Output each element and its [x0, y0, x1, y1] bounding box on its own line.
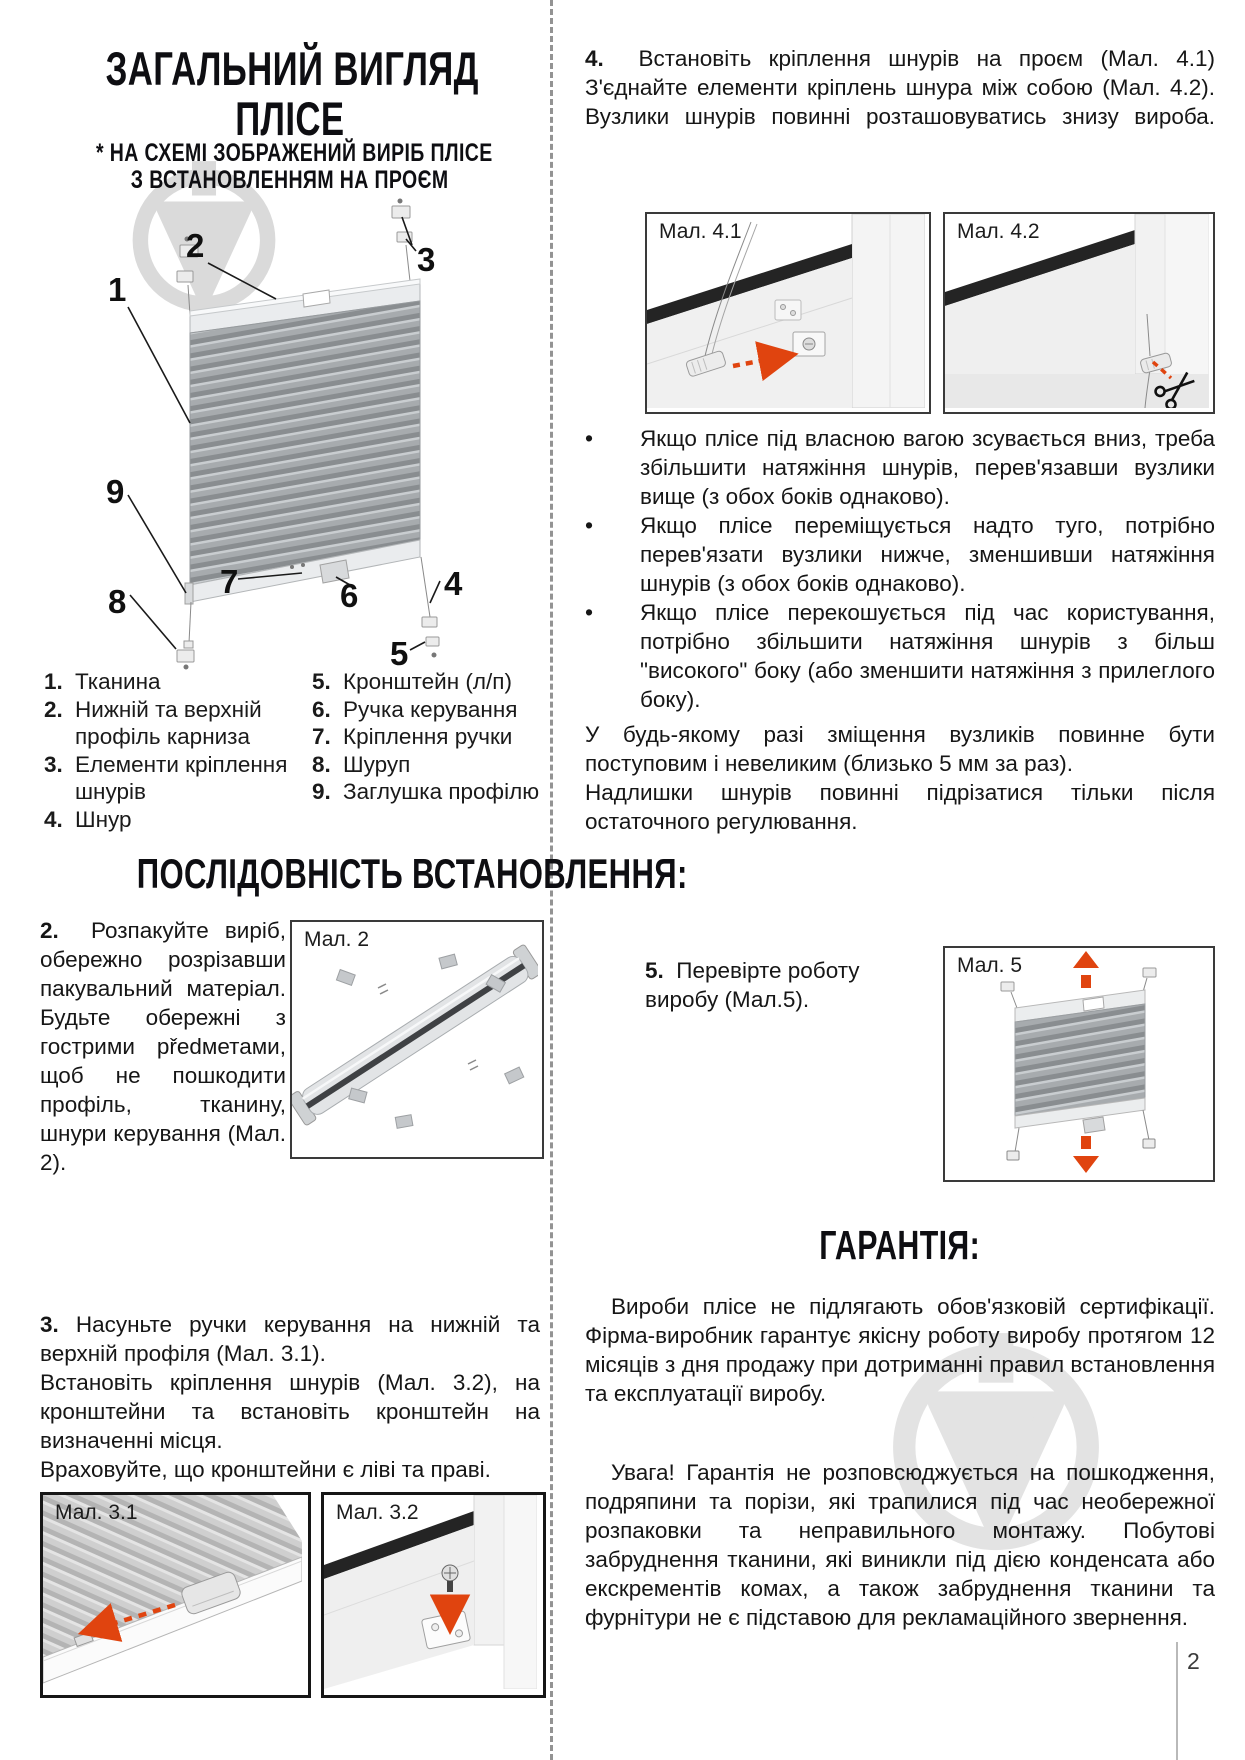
figure-4-1 — [645, 212, 931, 414]
figure-label: Мал. 4.1 — [659, 220, 742, 243]
step-5-paragraph — [645, 956, 907, 1014]
figure-2 — [290, 920, 544, 1159]
list-item — [312, 778, 540, 806]
subtitle-line-1: * НА СХЕМІ ЗОБРАЖЕНИЙ ВИРІБ ПЛІСЕ — [95, 139, 493, 167]
figure-label: Мал. 3.1 — [55, 1501, 138, 1524]
step-4-paragraph — [585, 44, 1215, 131]
step-text: Встановіть кріплення шнурів на проєм (Мал. 4.1) З'єднайте елементи кріплень шнура між собою (Мал. 4.2). Вузлики шнурів повинні розташовуватись знизу вироба. — [585, 46, 1215, 129]
handle-screw — [290, 565, 294, 569]
figure-4-2 — [943, 212, 1215, 414]
step-text: Перевірте роботу виробу (Мал.5). — [645, 958, 860, 1012]
part-label: Заглушка профілю — [343, 779, 540, 804]
parts-list — [44, 668, 540, 833]
top-right-bracket — [392, 199, 412, 282]
list-item — [585, 511, 1215, 598]
diagram-label-7: 7 — [220, 563, 239, 600]
part-number: 6. — [312, 696, 331, 722]
list-item — [585, 598, 1215, 714]
diagram-label-5: 5 — [390, 635, 409, 670]
part-number: 5. — [312, 669, 331, 694]
page-title — [40, 44, 540, 144]
step-text: Враховуйте, що кронштейни є ліві та праві. — [40, 1457, 491, 1482]
list-item — [44, 696, 312, 751]
part-label: Шнур — [75, 806, 132, 832]
note-paragraph: Надлишки шнурів повинні підрізатися тільки після остаточного регулювання. — [585, 780, 1215, 834]
step-text: Встановіть кріплення шнурів (Мал. 3.2), на кронштейни та встановіть кронштейн на визначенні місця. — [40, 1370, 540, 1453]
part-number: 2. — [44, 696, 63, 722]
list-item — [312, 723, 540, 751]
bracket — [793, 332, 825, 356]
list-item — [44, 668, 312, 696]
diagram-label-9: 9 — [106, 473, 125, 510]
figure-3-1 — [40, 1492, 311, 1698]
step-number: 2. — [40, 918, 59, 943]
diagram-label-6: 6 — [340, 577, 359, 614]
list-item — [312, 696, 540, 724]
diagram-label-3: 3 — [417, 241, 436, 278]
figure-label: Мал. 3.2 — [336, 1501, 419, 1524]
adjustment-notes — [585, 720, 1215, 836]
down-arrow-icon — [1073, 1136, 1099, 1173]
pleated-fabric — [190, 301, 420, 585]
list-item — [44, 806, 312, 834]
list-item — [312, 751, 540, 779]
list-item — [585, 424, 1215, 511]
figure-3-2 — [321, 1492, 546, 1698]
part-label: Нижній та верхній профіль карниза — [75, 696, 262, 749]
step-text: Розпакуйте виріб, обережно розрізавши пакувальний матеріал. Будьте обережні з гострими předметами, щоб не пошкодити профіль, тканину, шнури керування (Мал. 2). — [40, 918, 286, 1175]
figure-5 — [943, 946, 1215, 1182]
bullet-icon: • — [585, 425, 594, 451]
sequence-heading: ПОСЛІДОВНІСТЬ ВСТАНОВЛЕННЯ: — [136, 850, 688, 897]
diagram-label-1: 1 — [108, 271, 127, 308]
title-line-2: ПЛІСЕ — [235, 92, 345, 145]
warranty-paragraph-1: Вироби плісе не підлягають обов'язковій сертифікації. Фірма-виробник гарантує якісну роботу виробу протягом 12 місяців з дня продажу при дотриманні правил встановлення та експлуатації виробу. — [585, 1294, 1215, 1406]
part-number: 1. — [44, 669, 63, 694]
bullet-text: Якщо плісе під власною вагою зсувається вниз, треба збільшити натяжіння шнурів, перев'язавши вузлики вище (з обох боків однаково). — [640, 426, 1215, 509]
bullet-icon: • — [585, 599, 594, 625]
title-line-1: ЗАГАЛЬНИЙ ВИГЛЯД — [105, 42, 479, 95]
part-number: 8. — [312, 751, 331, 777]
subtitle-line-2: З ВСТАНОВЛЕННЯМ НА ПРОЄМ — [131, 166, 449, 194]
adjustment-bullet-list — [585, 424, 1215, 714]
bullet-icon: • — [585, 512, 594, 538]
part-label: Шуруп — [343, 751, 411, 777]
part-label: Тканина — [75, 669, 161, 694]
note-paragraph: У будь-якому разі зміщення вузликів повинне бути поступовим і невеликим (близько 5 мм за раз). — [585, 722, 1215, 776]
part-label: Кріплення ручки — [343, 724, 513, 749]
handle-screw — [301, 563, 305, 567]
figure-label: Мал. 2 — [304, 928, 370, 951]
bullet-text: Якщо плісе перекошується під час користування, потрібно збільшити натяжіння шнурів з більш "високого" боку (або зменшити натяжіння з прилеглого боку). — [640, 600, 1215, 712]
step-2-paragraph — [40, 916, 286, 1177]
profile-end-cap — [185, 583, 193, 604]
right-column — [585, 0, 1215, 1760]
part-number: 3. — [44, 751, 63, 777]
list-item — [312, 668, 540, 696]
step-number: 4. — [585, 46, 604, 71]
parts-list-col2 — [312, 668, 540, 833]
bullet-text: Якщо плісе переміщується надто туго, потрібно перев'язати вузлики нижче, зменшивши натяжіння шнурів (з обох боків однаково). — [640, 513, 1215, 596]
page-number: 2 — [1187, 1648, 1200, 1674]
diagram-label-2: 2 — [186, 227, 205, 264]
left-column — [40, 0, 688, 1760]
blind-exploded-diagram — [40, 195, 540, 670]
parts-list-col1 — [44, 668, 312, 833]
warranty-heading: ГАРАНТІЯ: — [819, 1222, 981, 1268]
part-label: Ручка керування — [343, 696, 518, 722]
list-item — [44, 751, 312, 806]
figure-label: Мал. 5 — [957, 954, 1023, 977]
figure-5-illustration — [945, 948, 1209, 1176]
part-label: Кронштейн (л/п) — [343, 669, 512, 694]
part-number: 7. — [312, 724, 331, 749]
part-number: 4. — [44, 806, 63, 832]
step-3-paragraph — [40, 1310, 540, 1484]
part-number: 9. — [312, 779, 331, 804]
figure-label: Мал. 4.2 — [957, 220, 1040, 243]
bottom-left-cord-bracket — [177, 602, 194, 670]
page-subtitle — [40, 140, 540, 194]
up-arrow-icon — [1073, 951, 1099, 988]
step-number: 3. — [40, 1312, 59, 1337]
step-text: Насуньте ручки керування на нижній та верхній профіля (Мал. 3.1). — [40, 1312, 540, 1366]
step-number: 5. — [645, 958, 664, 983]
figure-2-illustration — [292, 922, 538, 1153]
warranty-paragraph-2: Увага! Гарантія не розповсюджується на пошкодження, подряпини та порізи, які трапилися під час необережної розпаковки та неправильного монтажу. Побутові забруднення тканини, які виникли під дією конденсата або екскрементів комах, а також забруднення тканини та фурнітури не є підставою для рекламаційного звернення. — [585, 1460, 1215, 1630]
diagram-label-8: 8 — [108, 583, 127, 620]
part-label: Елементи кріплення шнурів — [75, 751, 288, 804]
diagram-label-4: 4 — [444, 565, 463, 602]
